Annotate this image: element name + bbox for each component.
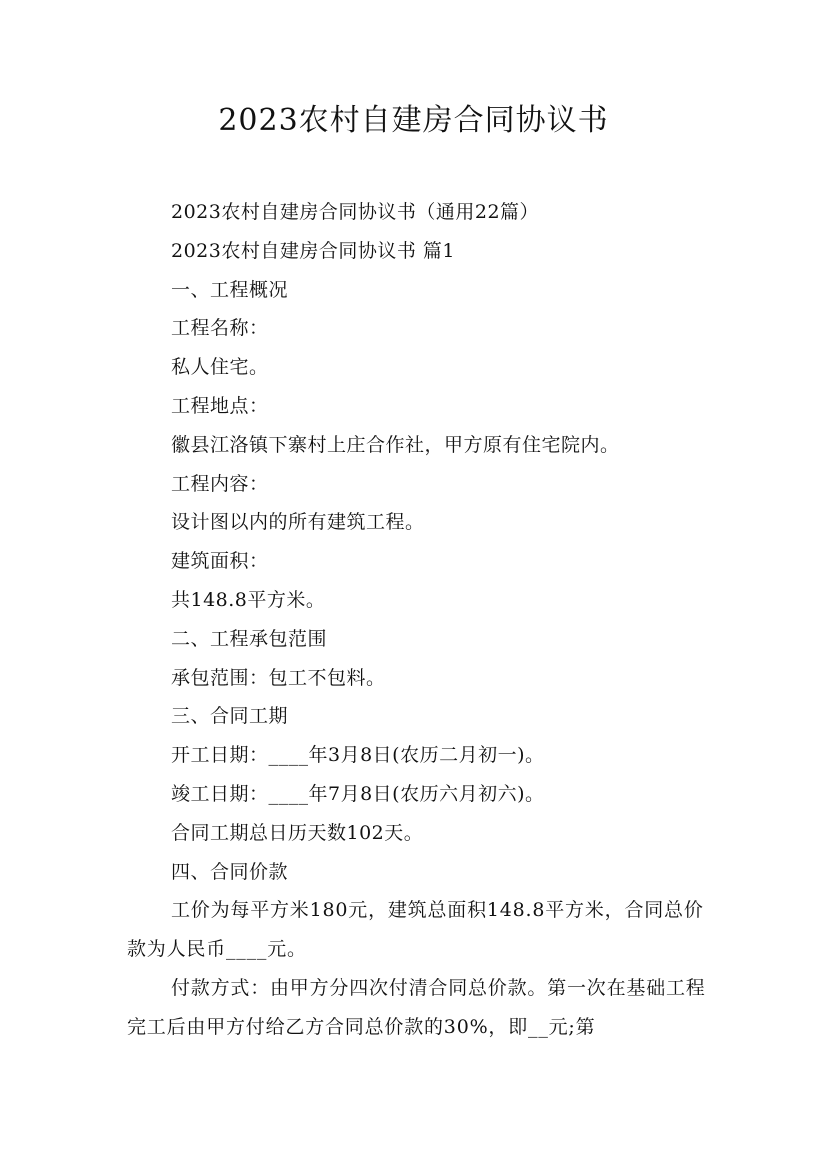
document-body: [127, 193, 707, 1047]
section-heading: 二、工程承包范围: [171, 627, 328, 650]
text-line: 2023农村自建房合同协议书（通用22篇）: [171, 201, 540, 223]
text-line: 设计图以内的所有建筑工程。: [171, 511, 425, 534]
text-line: 工程内容：: [171, 472, 269, 495]
text-line: 2023农村自建房合同协议书 篇1: [171, 239, 455, 262]
text-paragraph: 付款方式：由甲方分四次付清合同总价款。第一次在基础工程完工后由甲方付给乙方合同总价款的30%，即__元;第: [127, 976, 706, 1038]
text-line: 共148.8平方米。: [171, 588, 326, 611]
section-heading: 四、合同价款: [171, 860, 289, 883]
text-line: 徽县江洛镇下寨村上庄合作社，甲方原有住宅院内。: [171, 433, 620, 456]
text-line: 承包范围：包工不包料。: [171, 666, 386, 689]
text-line: 工程地点：: [171, 394, 269, 417]
text-line: 建筑面积：: [171, 550, 269, 573]
text-paragraph: 工价为每平方米180元，建筑总面积148.8平方米，合同总价款为人民币____元。: [127, 899, 704, 961]
document-title: 2023农村自建房合同协议书: [218, 103, 609, 138]
section-heading: 一、工程概况: [171, 278, 289, 301]
section-heading: 三、合同工期: [171, 705, 289, 728]
text-line: 开工日期：____年3月8日(农历二月初一)。: [171, 744, 545, 767]
text-line: 竣工日期：____年7月8日(农历六月初六)。: [171, 782, 545, 805]
text-line: 合同工期总日历天数102天。: [171, 821, 424, 844]
text-line: 私人住宅。: [171, 356, 269, 379]
text-line: 工程名称：: [171, 317, 269, 340]
